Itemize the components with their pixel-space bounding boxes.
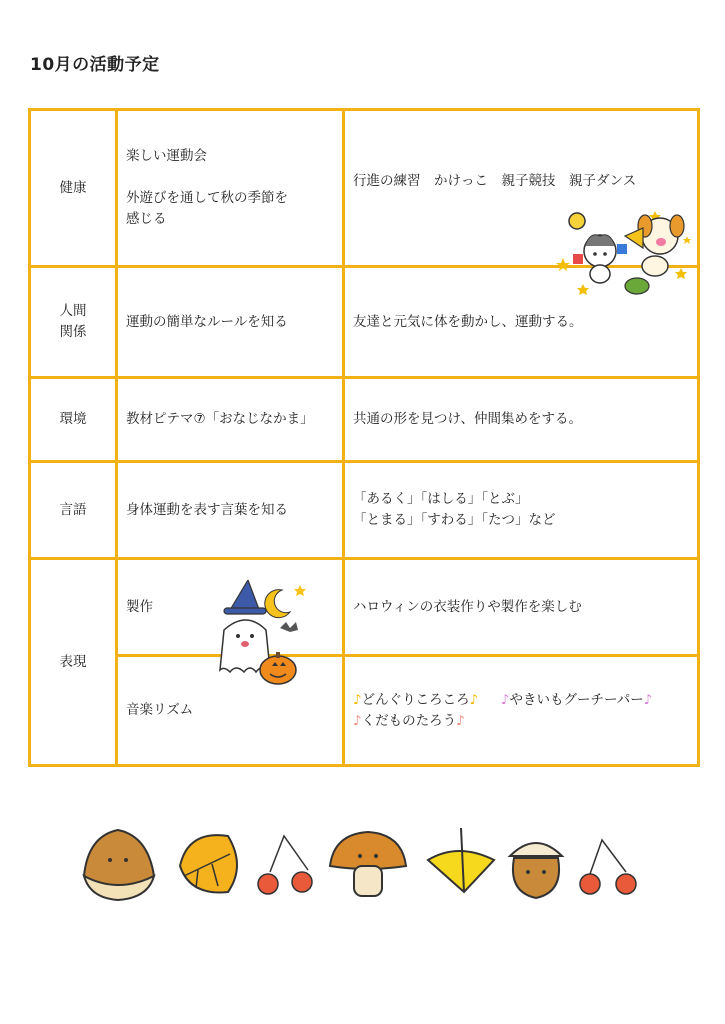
song-3: くだものたろう	[361, 712, 457, 729]
activity-plan-table	[28, 108, 700, 767]
acorn-icon	[510, 843, 562, 898]
activity-music	[344, 656, 699, 766]
goal-environment: 教材ピテマ⑦「おなじなかま」	[117, 378, 344, 462]
goal-health-line2: 外遊びを通して秋の季節を	[126, 190, 288, 206]
table-row-expression-music	[30, 656, 699, 766]
goal-music: 音楽リズム	[117, 656, 344, 766]
table-row-environment	[30, 378, 699, 462]
table-row-relationships	[30, 267, 699, 378]
song-list-line2: ♪くだものたろう♪	[353, 712, 465, 729]
goal-health	[117, 110, 344, 267]
activity-craft: ハロウィンの衣装作りや製作を楽しむ	[344, 559, 699, 656]
song-list-line1: ♪どんぐりころころ♪ ♪やきいもグーチーパー♪	[353, 691, 653, 708]
autumn-decoration-row	[78, 826, 648, 906]
area-environment: 環境	[30, 378, 117, 462]
goal-craft: 製作	[117, 559, 344, 656]
goal-language: 身体運動を表す言葉を知る	[117, 462, 344, 559]
table-row-health	[30, 110, 699, 267]
area-relationships: 人間 関係	[30, 267, 117, 378]
table-row-expression-craft	[30, 559, 699, 656]
halloween-ghost-illustration	[210, 580, 310, 685]
song-2: やきいもグーチーパー	[509, 691, 644, 708]
cherries-icon	[258, 836, 312, 894]
activity-health	[344, 110, 699, 267]
page-title: 10月の活動予定	[30, 55, 160, 75]
goal-relationships: 運動の簡単なルールを知る	[117, 267, 344, 378]
cherries-icon-2	[580, 840, 636, 894]
area-language: 言語	[30, 462, 117, 559]
table-row-language	[30, 462, 699, 559]
ginkgo-leaf-icon	[428, 828, 494, 892]
area-expression: 表現	[30, 559, 117, 766]
song-1: どんぐりころころ	[361, 691, 470, 708]
activity-relationships: 友達と元気に体を動かし、運動する。	[344, 267, 699, 378]
chestnut-icon	[84, 830, 154, 900]
leaf-icon	[180, 835, 237, 892]
area-health: 健康	[30, 110, 117, 267]
goal-health-line3: 感じる	[126, 211, 167, 227]
goal-health-line1: 楽しい運動会	[126, 148, 207, 164]
activity-health-text: 行進の練習 かけっこ 親子競技 親子ダンス	[353, 172, 637, 189]
activity-environment: 共通の形を見つけ、仲間集めをする。	[344, 378, 699, 462]
activity-language: 「あるく」「はしる」「とぶ」 「とまる」「すわる」「たつ」など	[344, 462, 699, 559]
mushroom-icon	[330, 832, 406, 896]
